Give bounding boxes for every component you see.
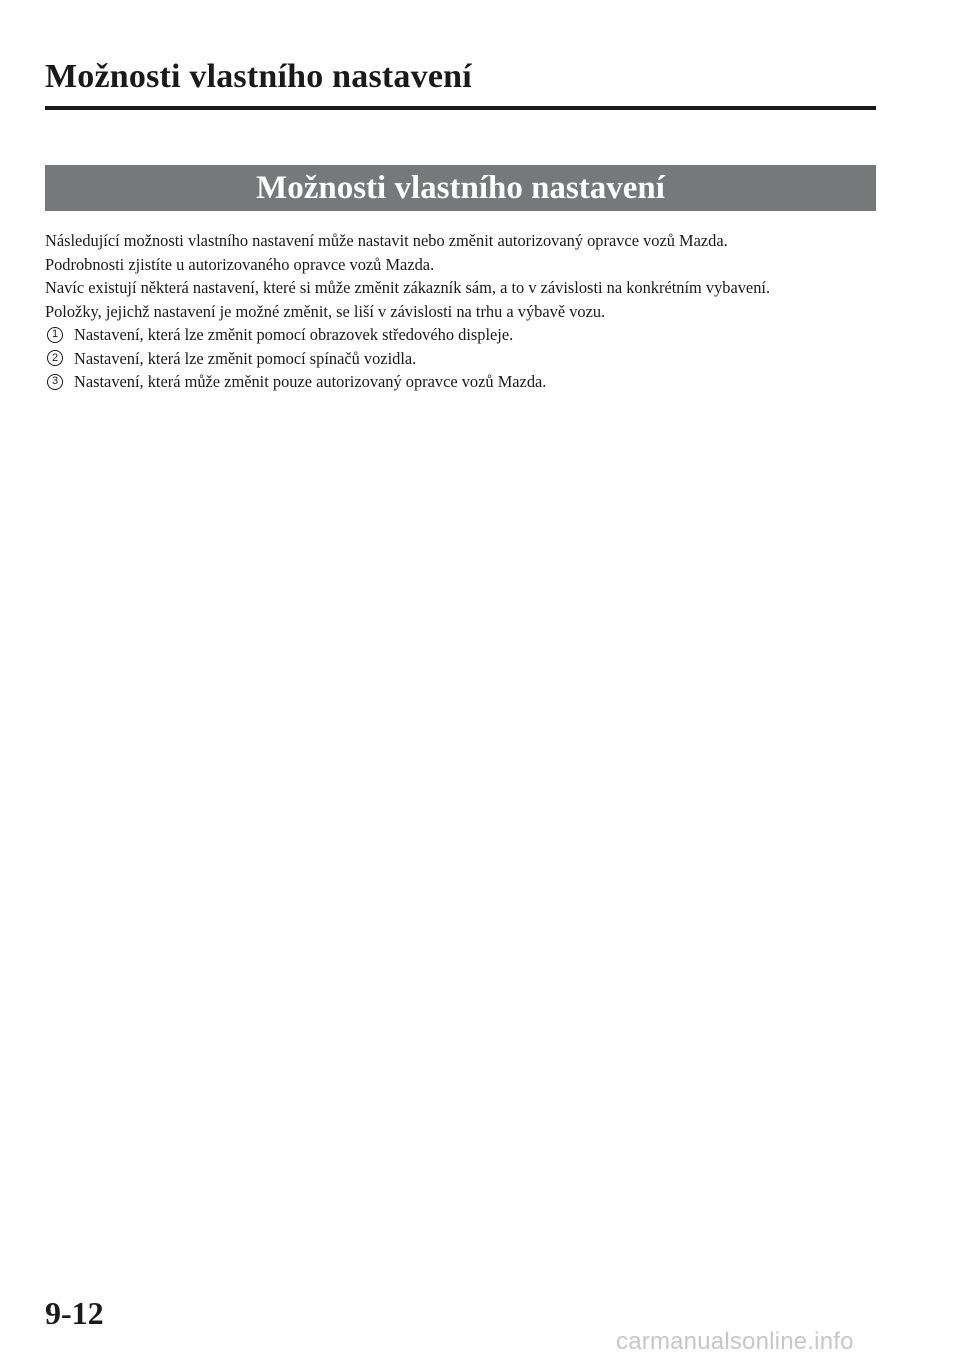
paragraph: Podrobnosti zjistíte u autorizovaného opravce vozů Mazda. — [45, 254, 435, 274]
header-divider — [45, 106, 876, 110]
paragraph: Navíc existují některá nastavení, které si může změnit zákazník sám, a to v závislosti na konkrétním vybavení. — [45, 278, 771, 297]
body-content — [45, 229, 885, 394]
circled-number-3-icon: 3 — [47, 374, 63, 390]
list-item-text: Nastavení, která může změnit pouze autorizovaný opravce vozů Mazda. — [74, 372, 547, 391]
section-title: Možnosti vlastního nastavení — [256, 170, 665, 206]
list-item — [45, 347, 885, 371]
list-item — [45, 370, 885, 394]
circled-number-2-icon: 2 — [47, 350, 63, 366]
paragraph: Položky, jejichž nastavení je možné změnit, se liší v závislosti na trhu a výbavě vozu. — [45, 301, 606, 321]
list-item — [45, 323, 885, 347]
paragraph: Následující možnosti vlastního nastavení může nastavit nebo změnit autorizovaný opravce vozů Mazda. — [45, 231, 728, 250]
page-number: 9-12 — [45, 1295, 104, 1331]
circled-number-1-icon: 1 — [47, 327, 63, 343]
list-item-text: Nastavení, která lze změnit pomocí spínačů vozidla. — [74, 348, 417, 368]
watermark-text: carmanualsonline.info — [616, 1328, 854, 1355]
section-banner — [45, 165, 876, 211]
page-header-title: Možnosti vlastního nastavení — [45, 58, 472, 95]
list-item-text: Nastavení, která lze změnit pomocí obrazovek středového displeje. — [74, 325, 514, 344]
